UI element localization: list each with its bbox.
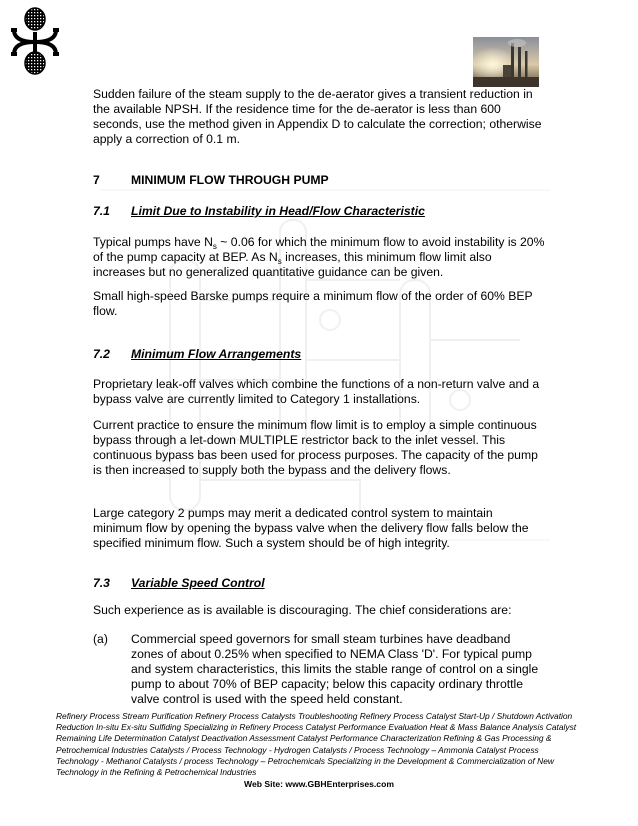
section-7-1-paragraph-2 (93, 289, 545, 319)
section-7-number: 7 (93, 173, 100, 187)
section-7-3-title: Variable Speed Control (131, 576, 265, 590)
list-item-label: (a) (93, 632, 108, 646)
section-7-heading (93, 173, 329, 188)
section-7-1-title: Limit Due to Instability in Head/Flow Characteristic (131, 204, 425, 218)
section-7-2-paragraph-1 (93, 377, 545, 407)
section-7-2-paragraph-2 (93, 418, 545, 478)
p71-text-2: Small high-speed Barske pumps require a minimum flow of the order of 60% BEP flow. (93, 289, 533, 318)
section-7-title: MINIMUM FLOW THROUGH PUMP (131, 173, 329, 187)
intro-paragraph (93, 87, 545, 147)
list-item-a (93, 632, 545, 707)
footer-keywords: Refinery Process Stream Purification Refinery Process Catalysts Troubleshooting Refinery Process Catalyst Start-Up / Shutdown Activation Reduction In-situ Ex-situ Sulfiding Specializing in Refinery Process Catalyst Performance Evaluation Heat & Mass Balance Analysis Catalyst Remaining Life Determination Catalyst Deactivation Assessment Catalyst Performance Characterization Refining & Gas Processing & Petrochemical Industries Catalysts / Process Technology - Hydrogen Catalysts / Process Technology – Ammonia Catalyst Process Technology - Methanol Catalysts / process Technology – Petrochemicals Specializing in the Development & Commercialization of New Technology in the Refining & Petrochemical Industries (56, 711, 577, 778)
website-link[interactable]: Web Site: www.GBHEnterprises.com (244, 779, 394, 789)
section-7-2-paragraph-3 (93, 506, 545, 551)
refinery-sunset-photo (473, 37, 539, 87)
list-item-text: Commercial speed governors for small steam turbines have deadband zones of about 0.25% when specified to NEMA Class 'D'. For typical pump and system characteristics, this limits the stable range of control on a single pump to about 70% of BEP capacity; below this capacity ordinary throttle valve control is used with the speed held constant. (131, 632, 539, 706)
p71-text-c: increases, this minimum flow limit also increases but no generalized quantitative guidance can be given. (93, 250, 492, 279)
section-7-1-number: 7.1 (93, 204, 110, 218)
section-7-3-number: 7.3 (93, 576, 110, 590)
ns-subscript: s (212, 242, 217, 251)
section-7-3-paragraph-1 (93, 603, 545, 618)
intro-text: Sudden failure of the steam supply to the de-aerator gives a transient reduction in the available NPSH. If the residence time for the de-aerator is less than 600 seconds, use the method given in Appendix D to calculate the correction; otherwise apply a correction of 0.1 m. (93, 87, 542, 146)
company-emblem-icon (10, 6, 60, 78)
p72-text-1: Proprietary leak-off valves which combine the functions of a non-return valve and a bypass valve are currently limited to Category 1 installations. (93, 377, 540, 406)
p72-text-3: Large category 2 pumps may merit a dedicated control system to maintain minimum flow by opening the bypass valve when the delivery flow falls below the specified minimum flow. Such a system should be of high integrity. (93, 506, 529, 550)
p71-text-a: Typical pumps have N (93, 235, 213, 249)
section-7-2-number: 7.2 (93, 347, 110, 361)
p72-text-2: Current practice to ensure the minimum flow limit is to employ a simple continuous bypass through a let-down MULTIPLE restrictor back to the inlet vessel. This continuous bypass bas been used for process purposes. The capacity of the pump is then increased to supply both the bypass and the delivery flows. (93, 418, 538, 477)
section-7-2-heading (93, 347, 301, 362)
section-7-1-heading (93, 204, 425, 219)
section-7-1-paragraph-1 (93, 235, 545, 280)
section-7-3-heading (93, 576, 265, 591)
ns-subscript: s (277, 257, 282, 266)
p73-text-1: Such experience as is available is discouraging. The chief considerations are: (93, 603, 512, 617)
section-7-2-title: Minimum Flow Arrangements (131, 347, 302, 361)
p71-text-b: ~ 0.06 for which the minimum flow to avoid instability is 20% of the pump capacity at BEP. As N (93, 235, 545, 264)
